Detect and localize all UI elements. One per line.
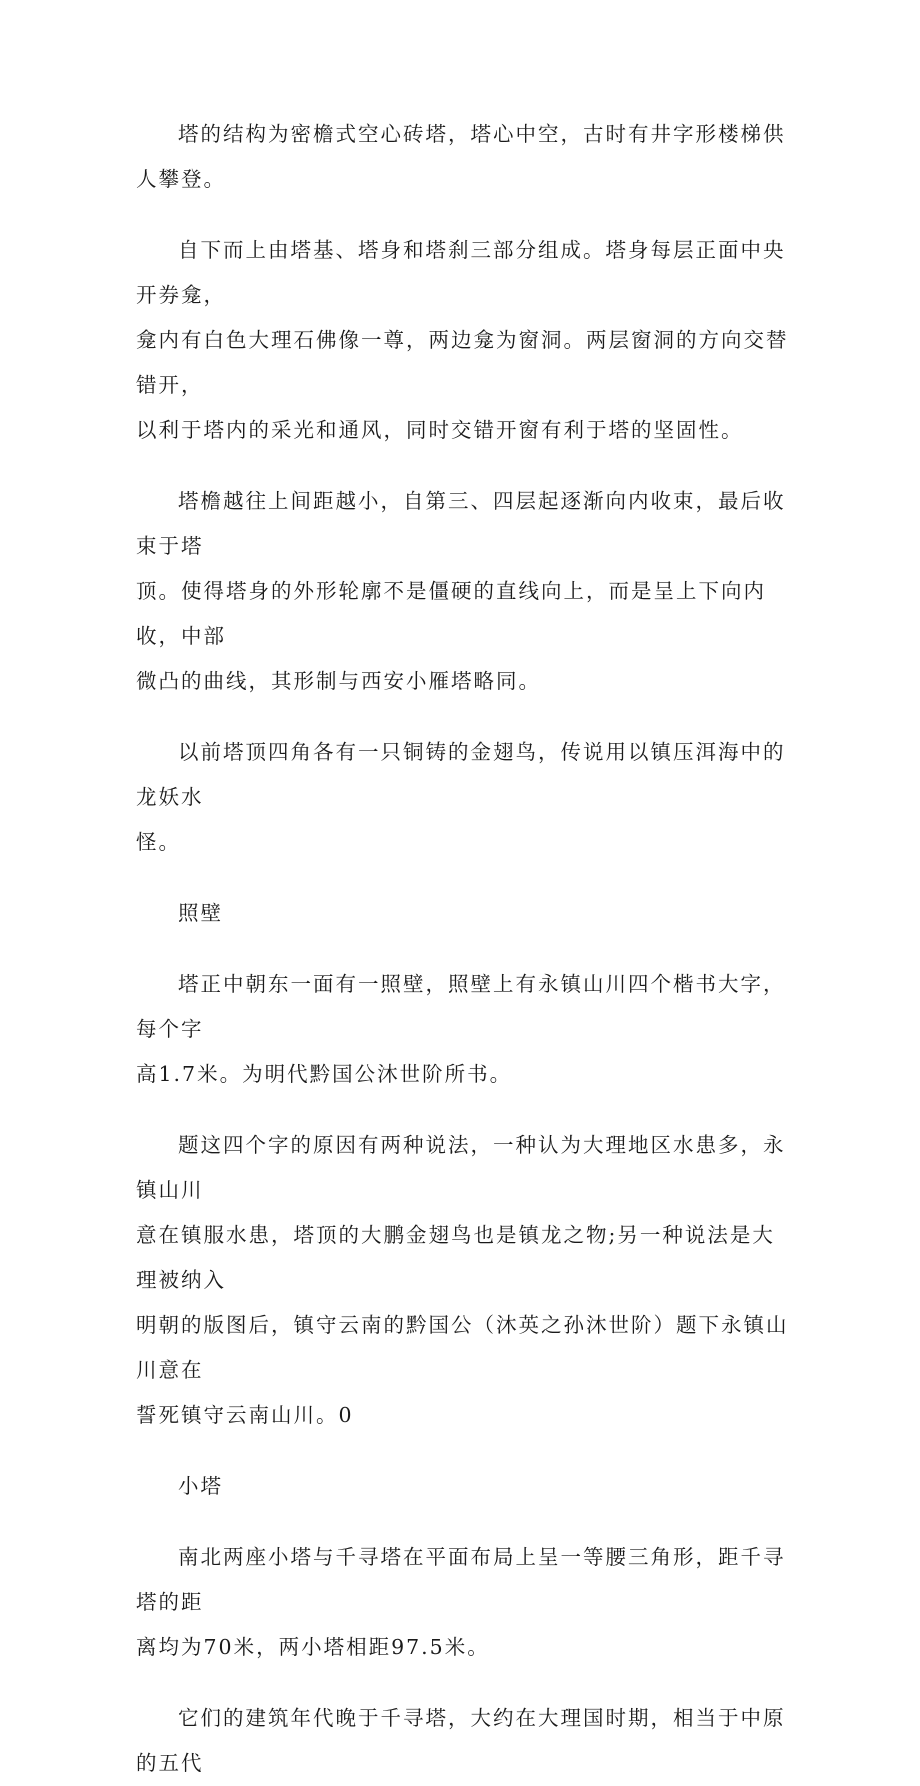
section-heading-screen-wall: 照壁 <box>178 901 223 925</box>
document-body <box>136 112 796 1786</box>
paragraph-tower-composition: 自下而上由塔基、塔身和塔刹三部分组成。塔身每层正面中央开券龛， 龛内有白色大理石佛像一尊，两边龛为窗洞。两层窗洞的方向交替错开， 以利于塔内的采光和通风，同时交错开窗有利于塔的坚固性。 <box>136 238 789 442</box>
paragraph-gap <box>136 1670 796 1696</box>
paragraph-tower-structure: 塔的结构为密檐式空心砖塔，塔心中空，古时有井字形楼梯供人攀登。 <box>136 122 786 191</box>
paragraph-gap <box>136 202 796 228</box>
paragraph-golden-birds: 以前塔顶四角各有一只铜铸的金翅鸟，传说用以镇压洱海中的龙妖水 怪。 <box>136 740 786 854</box>
paragraph-gap <box>136 704 796 730</box>
paragraph-gap <box>136 1438 796 1464</box>
paragraph-screen-wall: 塔正中朝东一面有一照壁，照壁上有永镇山川四个楷书大字，每个字 高1.7米。为明代黔国公沐世阶所书。 <box>136 972 786 1086</box>
section-heading-small-towers: 小塔 <box>178 1474 223 1498</box>
paragraph-inscription-origin: 题这四个字的原因有两种说法，一种认为大理地区水患多，永镇山川 意在镇服水患，塔顶的大鹏金翅鸟也是镇龙之物;另一种说法是大理被纳入 明朝的版图后，镇守云南的黔国公（沐英之孙沐世阶）题下永镇山川意在 誓死镇守云南山川。0 <box>136 1133 789 1427</box>
paragraph-eaves: 塔檐越往上间距越小，自第三、四层起逐渐向内收束，最后收束于塔 顶。使得塔身的外形轮廓不是僵硬的直线向上，而是呈上下向内收，中部 微凸的曲线，其形制与西安小雁塔略同。 <box>136 489 786 693</box>
paragraph-gap <box>136 453 796 479</box>
paragraph-gap <box>136 1097 796 1123</box>
paragraph-small-towers-age: 它们的建筑年代晚于千寻塔，大约在大理国时期，相当于中原的五代 <box>136 1706 786 1775</box>
paragraph-small-towers-layout: 南北两座小塔与千寻塔在平面布局上呈一等腰三角形，距千寻塔的距 离均为70米，两小塔相距97.5米。 <box>136 1545 786 1659</box>
paragraph-gap <box>136 936 796 962</box>
paragraph-gap <box>136 865 796 891</box>
paragraph-gap <box>136 1509 796 1535</box>
